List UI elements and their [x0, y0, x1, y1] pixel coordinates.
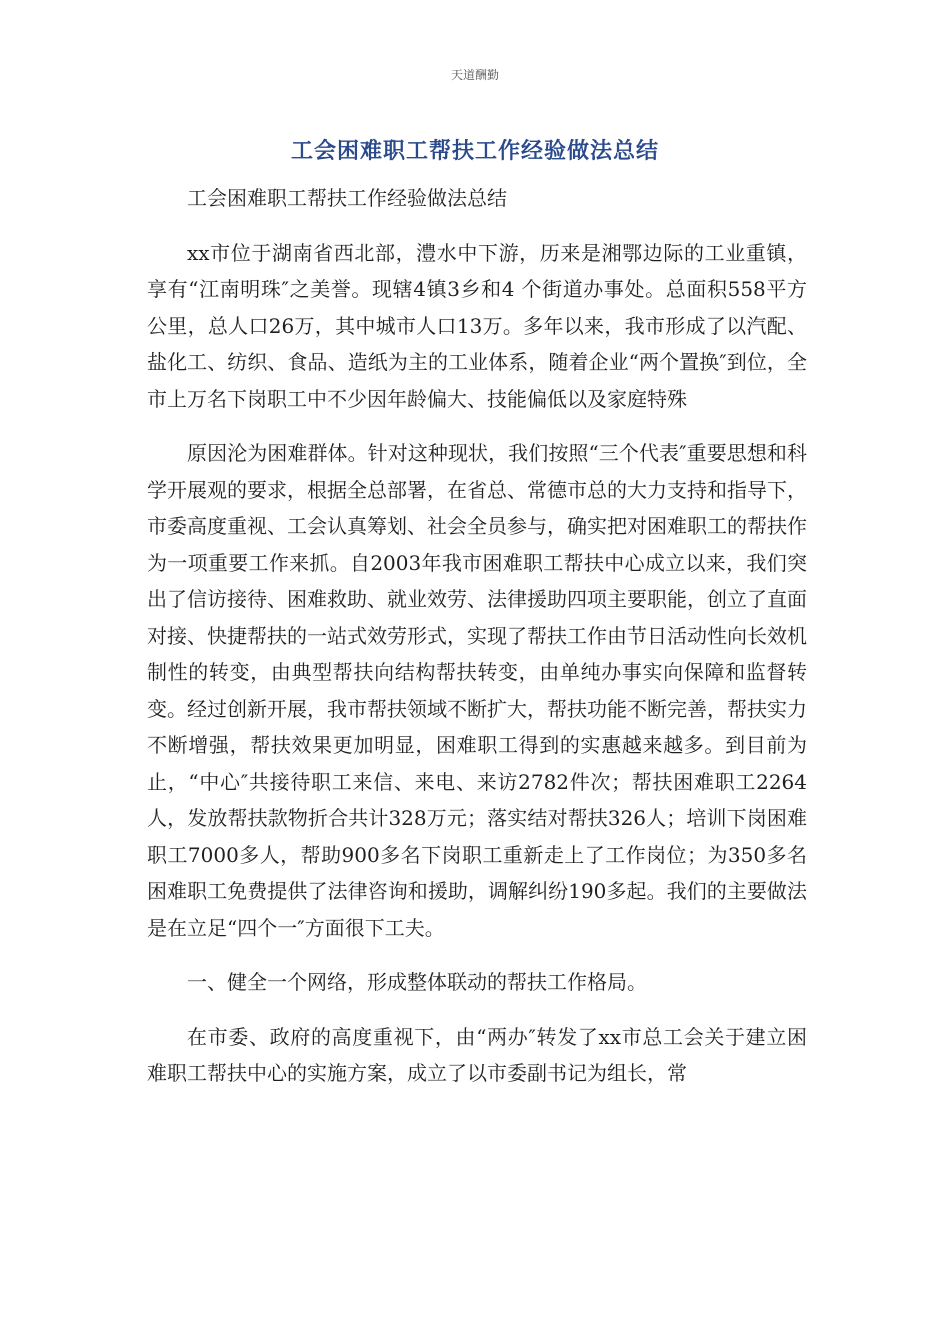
- paragraph-section-1: 在市委、政府的高度重视下，由“两办″转发了xx市总工会关于建立困难职工帮扶中心的实施方案，成立了以市委副书记为组长，常: [147, 1024, 807, 1085]
- page-header: 天道酬勤: [450, 68, 499, 82]
- document-title: 工会困难职工帮扶工作经验做法总结: [290, 139, 659, 164]
- paragraph-intro: xx市位于湖南省西北部，澧水中下游，历来是湘鄂边际的工业重镇，享有“江南明珠″之美誉。现辖4镇3乡和4 个街道办事处。总面积558平方公里，总人口26万，其中城市人口13万。多年以来，我市形成了以汽配、盐化工、纺织、食品、造纸为主的工业体系，随着企业“两个置换″到位，全市上万名下岗职工中不少因年龄偏大、技能偏低以及家庭特殊: [147, 240, 807, 411]
- document-body: [147, 180, 807, 1110]
- section-heading-1: 一、健全一个网络，形成整体联动的帮扶工作格局。: [187, 970, 647, 994]
- paragraph-subtitle: 工会困难职工帮扶工作经验做法总结: [187, 186, 507, 210]
- paragraph-background: 原因沦为困难群体。针对这种现状，我们按照“三个代表″重要思想和科学开展观的要求，根据全总部署，在省总、常德市总的大力支持和指导下，市委高度重视、工会认真筹划、社会全员参与，确实把对困难职工的帮扶作为一项重要工作来抓。自2003年我市困难职工帮扶中心成立以来，我们突出了信访接待、困难救助、就业效劳、法律援助四项主要职能，创立了直面对接、快捷帮扶的一站式效劳形式，实现了帮扶工作由节日活动性向长效机制性的转变，由典型帮扶向结构帮扶转变，由单纯办事实向保障和监督转变。经过创新开展，我市帮扶领域不断扩大，帮扶功能不断完善，帮扶实力不断增强，帮扶效果更加明显，困难职工得到的实惠越来越多。到目前为止，“中心″共接待职工来信、来电、来访2782件次；帮扶困难职工2264人，发放帮扶款物折合共计328万元；落实结对帮扶326人；培训下岗困难职工7000多人，帮助900多名下岗职工重新走上了工作岗位；为350多名困难职工免费提供了法律咨询和援助，调解纠纷190多起。我们的主要做法是在立足“四个一″方面很下工夫。: [147, 441, 807, 940]
